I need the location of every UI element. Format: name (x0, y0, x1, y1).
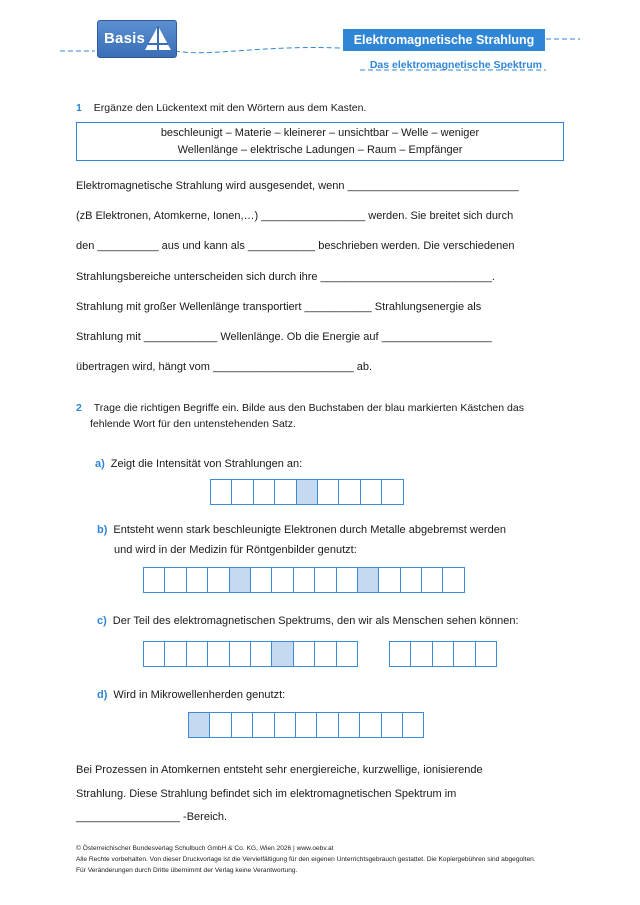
item-letter: d) (97, 689, 108, 701)
letter-box[interactable] (210, 479, 232, 505)
letter-box[interactable] (207, 567, 229, 593)
item-c (97, 615, 519, 627)
word-box-line: beschleunigt – Materie – kleinerer – unsichtbar – Welle – weniger (160, 126, 480, 139)
letter-box-highlighted[interactable] (229, 567, 251, 593)
letter-box[interactable] (231, 479, 253, 505)
worksheet-subtitle: Das elektromagnetische Spektrum (369, 59, 542, 71)
letter-boxes-c-word1 (144, 641, 358, 667)
letter-box[interactable] (186, 567, 208, 593)
footer-line: © Österreichischer Bundesverlag Schulbuch GmbH & Co. KG, Wien 2026 | www.oebv.at (76, 845, 334, 852)
letter-box[interactable] (295, 712, 317, 738)
letter-box[interactable] (314, 567, 336, 593)
letter-box[interactable] (421, 567, 443, 593)
letter-box[interactable] (229, 641, 251, 667)
letter-box[interactable] (231, 712, 253, 738)
letter-box[interactable] (316, 712, 338, 738)
letter-box[interactable] (442, 567, 464, 593)
cloze-line: (zB Elektronen, Atomkerne, Ionen,…) _________________ werden. Sie breitet sich durch (76, 210, 514, 222)
task1-number: 1 (76, 102, 82, 114)
letter-box[interactable] (253, 479, 275, 505)
item-letter: a) (95, 458, 105, 470)
worksheet-title: Elektromagnetische Strahlung (343, 29, 545, 51)
letter-box[interactable] (250, 567, 272, 593)
word-box (76, 122, 564, 161)
task1-instruction: Ergänze den Lückentext mit den Wörtern aus dem Kasten. (93, 102, 367, 114)
letter-box[interactable] (381, 479, 403, 505)
letter-box[interactable] (336, 641, 358, 667)
logo-label: Basis (104, 30, 146, 47)
letter-box-highlighted[interactable] (296, 479, 318, 505)
letter-boxes-a (211, 479, 404, 505)
letter-box[interactable] (338, 479, 360, 505)
closing-line: _________________ -Bereich. (76, 811, 228, 823)
task2-instruction-line: fehlende Wort für den untenstehenden Satz. (90, 418, 296, 430)
letter-box[interactable] (274, 479, 296, 505)
item-text: Entsteht wenn stark beschleunigte Elektronen durch Metalle abgebremst werden (113, 524, 506, 536)
basis-logo (97, 20, 177, 58)
footer-line: Alle Rechte vorbehalten. Von dieser Druckvorlage ist die Vervielfältigung für den eigenen Unterrichtsgebrauch gestattet. Die Kopiergebühren sind abgegolten. (76, 856, 536, 863)
letter-box[interactable] (293, 567, 315, 593)
cloze-line: Strahlung mit ____________ Wellenlänge. Ob die Energie auf __________________ (76, 331, 492, 343)
letter-box[interactable] (143, 567, 165, 593)
triangle-icon (144, 24, 172, 52)
letter-box[interactable] (252, 712, 274, 738)
letter-box[interactable] (402, 712, 424, 738)
item-text: und wird in der Medizin für Röntgenbilder genutzt: (114, 544, 357, 556)
letter-box-highlighted[interactable] (271, 641, 293, 667)
letter-box-highlighted[interactable] (357, 567, 379, 593)
item-text: Zeigt die Intensität von Strahlungen an: (110, 458, 303, 470)
letter-box-highlighted[interactable] (188, 712, 210, 738)
item-d (97, 689, 285, 701)
letter-box[interactable] (389, 641, 411, 667)
item-a (95, 458, 302, 470)
letter-box[interactable] (317, 479, 339, 505)
task2-number: 2 (76, 402, 82, 414)
letter-box[interactable] (378, 567, 400, 593)
item-letter: c) (97, 615, 107, 627)
cloze-line: Strahlungsbereiche unterscheiden sich durch ihre ____________________________. (76, 271, 495, 283)
letter-box[interactable] (336, 567, 358, 593)
letter-box[interactable] (360, 479, 382, 505)
cloze-line: den __________ aus und kann als ___________ beschrieben werden. Die verschiedenen (76, 240, 515, 252)
letter-box[interactable] (207, 641, 229, 667)
letter-box[interactable] (274, 712, 296, 738)
task1-heading (76, 100, 366, 116)
letter-boxes-b (144, 567, 465, 593)
letter-box[interactable] (271, 567, 293, 593)
closing-line: Strahlung. Diese Strahlung befindet sich im elektromagnetischen Spektrum im (76, 788, 457, 800)
item-letter: b) (97, 524, 108, 536)
letter-boxes-d (189, 712, 424, 738)
letter-box[interactable] (453, 641, 475, 667)
letter-box[interactable] (410, 641, 432, 667)
letter-box[interactable] (338, 712, 360, 738)
letter-boxes-c-word2 (390, 641, 497, 667)
letter-box[interactable] (381, 712, 403, 738)
item-text: Wird in Mikrowellenherden genutzt: (113, 689, 286, 701)
letter-box[interactable] (186, 641, 208, 667)
letter-box[interactable] (209, 712, 231, 738)
task2-instruction-line: Trage die richtigen Begriffe ein. Bilde aus den Buchstaben der blau markierten Kästchen das (93, 402, 524, 414)
letter-box[interactable] (164, 567, 186, 593)
letter-box[interactable] (164, 641, 186, 667)
letter-box[interactable] (359, 712, 381, 738)
closing-line: Bei Prozessen in Atomkernen entsteht sehr energiereiche, kurzwellige, ionisierende (76, 764, 483, 776)
item-b (97, 524, 506, 536)
item-text: Der Teil des elektromagnetischen Spektrums, den wir als Menschen sehen können: (112, 615, 519, 627)
letter-box[interactable] (293, 641, 315, 667)
letter-box[interactable] (400, 567, 422, 593)
cloze-line: Strahlung mit großer Wellenlänge transportiert ___________ Strahlungsenergie als (76, 301, 482, 313)
cloze-line: übertragen wird, hängt vom _______________________ ab. (76, 361, 373, 373)
letter-box[interactable] (250, 641, 272, 667)
letter-box[interactable] (314, 641, 336, 667)
letter-box[interactable] (143, 641, 165, 667)
word-box-line: Wellenlänge – elektrische Ladungen – Raum – Empfänger (177, 143, 463, 156)
letter-box[interactable] (432, 641, 454, 667)
cloze-line: Elektromagnetische Strahlung wird ausgesendet, wenn ____________________________ (76, 180, 519, 192)
letter-box[interactable] (475, 641, 497, 667)
footer-line: Für Veränderungen durch Dritte übernimmt der Verlag keine Verantwortung. (76, 867, 298, 874)
task2-heading (76, 400, 524, 416)
